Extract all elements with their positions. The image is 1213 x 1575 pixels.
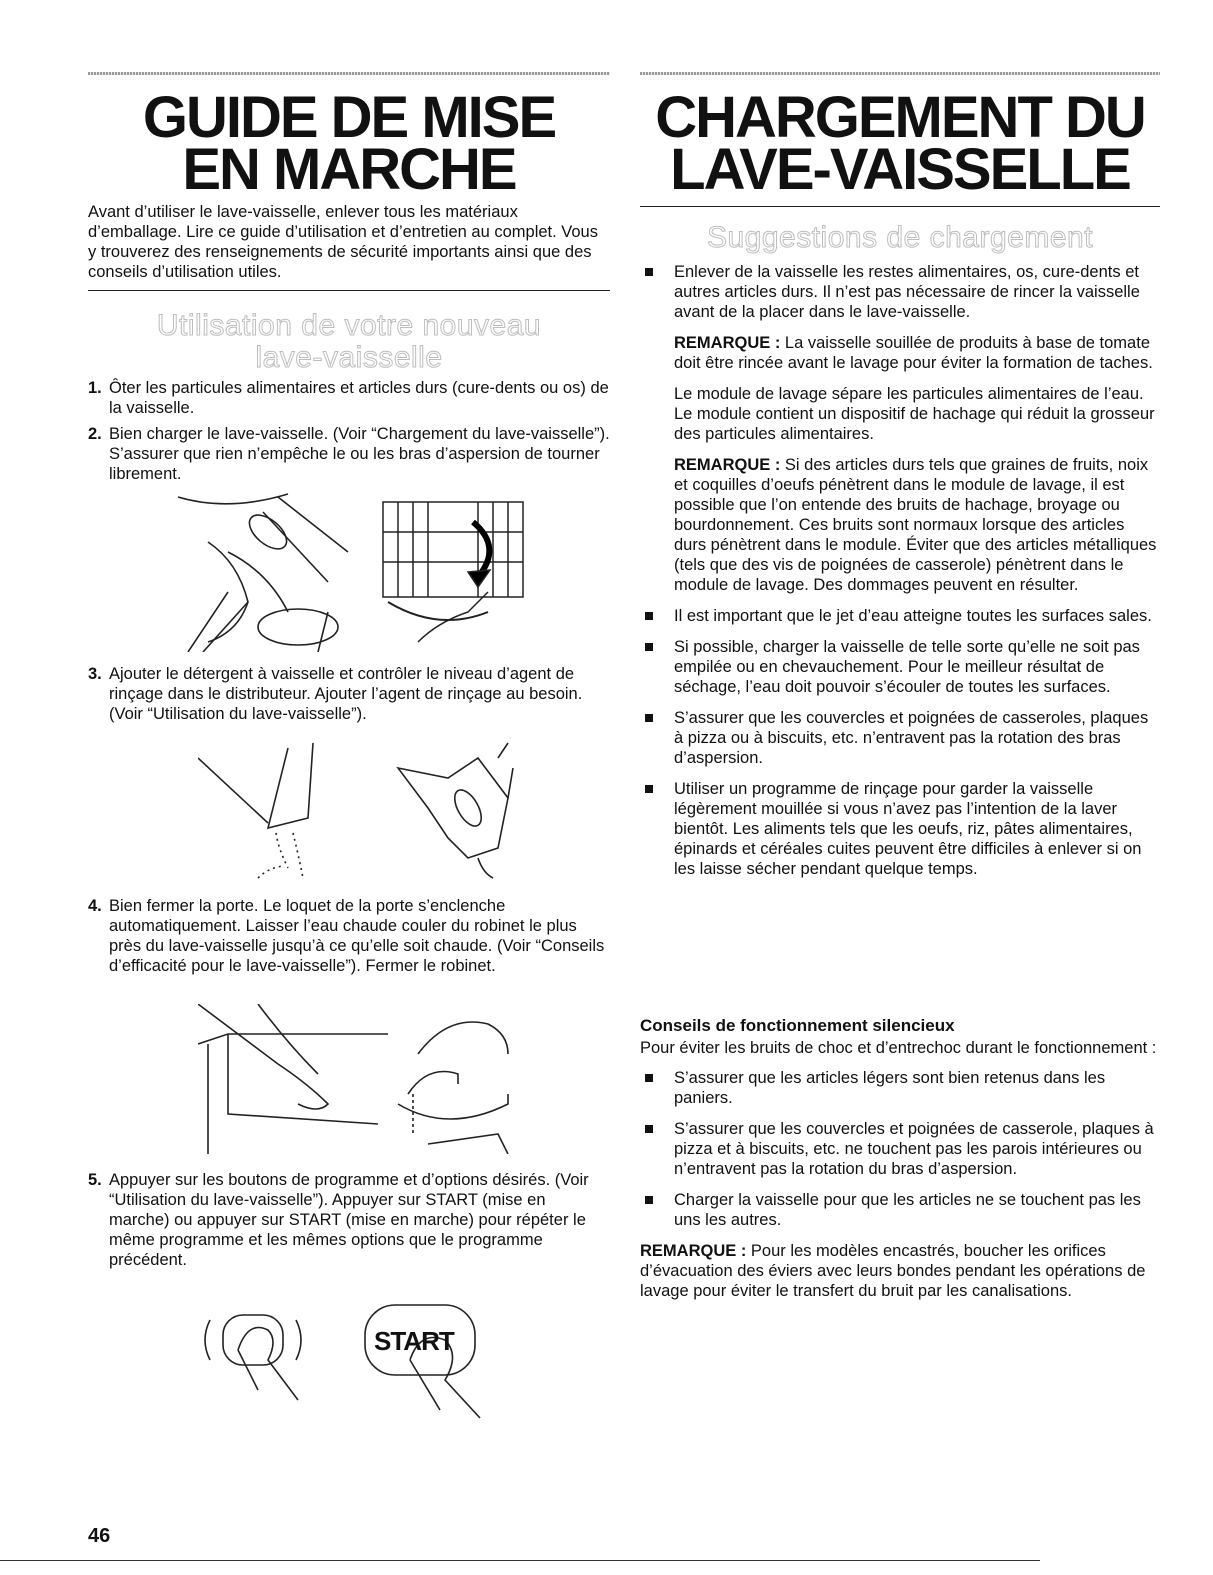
bullet-icon bbox=[645, 268, 653, 276]
page-number: 46 bbox=[88, 1525, 111, 1547]
scraping-dishes-illustration bbox=[168, 492, 368, 652]
step-number: 5. bbox=[88, 1171, 102, 1189]
step-number: 2. bbox=[88, 425, 102, 443]
note-paragraph bbox=[640, 1241, 1160, 1301]
list-item-text: S’assurer que les couvercles et poignées de casseroles, plaques à pizza ou à biscuits, etc. n’entravent pas la rotation des bras d’aspersion. bbox=[674, 709, 1149, 767]
list-item bbox=[640, 606, 1160, 626]
list-item bbox=[640, 779, 1160, 879]
bullet-icon bbox=[645, 714, 653, 722]
note-paragraph bbox=[640, 455, 1160, 595]
finger-pressing-button-illustration bbox=[198, 1300, 308, 1410]
step-text: Bien fermer la porte. Le loquet de la porte s’enclenche automatiquement. Laisser l’eau chaude couler du robinet le plus près du lave-vaisselle jusqu’à ce qu’elle soit chaude. (Voir “Conseils d’efficacité pour le lave-vaisselle”). Fermer le robinet. bbox=[109, 897, 605, 975]
step-3 bbox=[88, 664, 610, 724]
bullet-icon bbox=[645, 1125, 653, 1133]
step-text: Ôter les particules alimentaires et articles durs (cure-dents ou os) de la vaisselle. bbox=[109, 379, 609, 417]
bottom-rule bbox=[0, 1560, 1040, 1561]
note-text: Pour les modèles encastrés, boucher les orifices d’évacuation des éviers avec leurs bondes pendant les opérations de lavage pour éviter le transfert du bruit par les canalisations. bbox=[640, 1242, 1146, 1300]
bullet-icon bbox=[645, 785, 653, 793]
loading-suggestions bbox=[640, 262, 1160, 890]
section-heading-line-1: Utilisation de votre nouveau bbox=[156, 309, 542, 342]
closing-door-illustration bbox=[198, 1004, 388, 1154]
loaded-rack-illustration bbox=[378, 492, 528, 652]
step-number: 3. bbox=[88, 665, 102, 683]
step-4 bbox=[88, 896, 610, 976]
step-number: 4. bbox=[88, 897, 102, 915]
list-item bbox=[640, 262, 1160, 322]
divider bbox=[88, 290, 610, 291]
list-item-text: S’assurer que les articles légers sont bien retenus dans les paniers. bbox=[674, 1069, 1106, 1107]
list-item bbox=[640, 1119, 1160, 1179]
bullet-icon bbox=[645, 612, 653, 620]
detergent-pouring-illustration bbox=[198, 738, 378, 888]
list-item bbox=[640, 637, 1160, 697]
step-number: 1. bbox=[88, 379, 102, 397]
quiet-intro: Pour éviter les bruits de choc et d’entrechoc durant le fonctionnement : bbox=[640, 1039, 1157, 1057]
list-item bbox=[640, 1068, 1160, 1108]
note-text: Si des articles durs tels que graines de fruits, noix et coquilles d’oeufs pénètrent dans le module de lavage, il est possible que l’on entende des bruits de hachage, broyage ou bourdonnement. Ces bruits sont normaux lorsque des articles durs pénètrent dans le module. Éviter que des articles métalliques (tels que des vis de poignées de casserole) pénètrent dans le module de lavage. Des dommages peuvent en résulter. bbox=[674, 456, 1157, 594]
title-line-2: LAVE-VAISSELLE bbox=[670, 137, 1130, 202]
note-label: REMARQUE : bbox=[674, 334, 781, 352]
list-item-text: Charger la vaisselle pour que les articles ne se touchent pas les uns les autres. bbox=[674, 1191, 1141, 1229]
step-text: Bien charger le lave-vaisselle. (Voir “Chargement du lave-vaisselle”). S’assurer que rien n’empêche le ou les bras d’aspersion de tourner librement. bbox=[109, 425, 610, 483]
step-text: Ajouter le détergent à vaisselle et contrôler le niveau d’agent de rinçage dans le distributeur. Ajouter l’agent de rinçage au besoin. (Voir “Utilisation du lave-vaisselle”). bbox=[109, 665, 583, 723]
list-item-text: Si possible, charger la vaisselle de telle sorte qu’elle ne soit pas empilée ou en chevauchement. Pour le meilleur résultat de séchage, l’eau doit pouvoir s’écouler de toutes les surfaces. bbox=[674, 638, 1140, 696]
step-1 bbox=[88, 378, 610, 418]
step-text: Appuyer sur les boutons de programme et d’options désirés. (Voir “Utilisation du lave-vaisselle”). Appuyer sur START (mise en marche) ou appuyer sur START (mise en marche) pour répéter le même programme et les mêmes options que le programme précédent. bbox=[109, 1171, 589, 1269]
note-label: REMARQUE : bbox=[640, 1242, 747, 1260]
section-heading: Suggestions de chargement bbox=[706, 221, 1094, 254]
divider bbox=[640, 206, 1160, 207]
bullet-icon bbox=[645, 643, 653, 651]
quiet-heading: Conseils de fonctionnement silencieux bbox=[640, 1016, 955, 1035]
start-button-illustration[interactable] bbox=[360, 1300, 500, 1420]
list-item-text: Il est important que le jet d’eau atteigne toutes les surfaces sales. bbox=[674, 607, 1152, 625]
top-rule bbox=[88, 72, 610, 75]
module-paragraph: Le module de lavage sépare les particules alimentaires de l’eau. Le module contient un dispositif de hachage qui réduit la grosseur des particules alimentaires. bbox=[674, 385, 1155, 443]
bullet-icon bbox=[645, 1074, 653, 1082]
section-heading-line-2: lave-vaisselle bbox=[255, 341, 443, 374]
faucet-running-illustration bbox=[388, 1004, 548, 1154]
title-line-1: CHARGEMENT DU bbox=[655, 85, 1145, 150]
title-line-1: GUIDE DE MISE bbox=[142, 85, 556, 150]
step-5 bbox=[88, 1170, 610, 1270]
intro-paragraph: Avant d’utiliser le lave-vaisselle, enlever tous les matériaux d’emballage. Lire ce guide d’utilisation et d’entretien au complet. Vous y trouverez des renseignements de sécurité importants ainsi que des conseils d’utilisation utiles. bbox=[88, 203, 598, 281]
list-item-text: Utiliser un programme de rinçage pour garder la vaisselle légèrement mouillée si vous n’avez pas l’intention de la laver bientôt. Les aliments tels que les oeufs, riz, pâtes alimentaires, épinards et céréales cuites peuvent être difficiles à enlever si on les laisse sécher pendant quelque temps. bbox=[674, 780, 1142, 878]
quiet-operation-section bbox=[640, 1016, 1160, 1301]
title-line-2: EN MARCHE bbox=[182, 137, 516, 202]
start-button-label: START bbox=[374, 1326, 454, 1356]
top-rule bbox=[640, 72, 1160, 75]
rinse-aid-bottle-illustration bbox=[388, 738, 538, 888]
note-label: REMARQUE : bbox=[674, 456, 781, 474]
step-2 bbox=[88, 424, 610, 484]
list-item-text: S’assurer que les couvercles et poignées de casserole, plaques à pizza et à biscuits, etc. ne touchent pas les parois intérieures ou n’entravent pas la rotation du bras d’aspersion. bbox=[674, 1120, 1154, 1178]
bullet-icon bbox=[645, 1196, 653, 1204]
list-item-text: Enlever de la vaisselle les restes alimentaires, os, cure-dents et autres articles durs. Il n’est pas nécessaire de rincer la vaisselle avant de la placer dans le lave-vaisselle. bbox=[674, 263, 1140, 321]
note-text: La vaisselle souillée de produits à base de tomate doit être rincée avant le lavage pour éviter la formation de taches. bbox=[674, 334, 1153, 372]
note-paragraph bbox=[640, 333, 1160, 373]
list-item bbox=[640, 1190, 1160, 1230]
list-item bbox=[640, 708, 1160, 768]
